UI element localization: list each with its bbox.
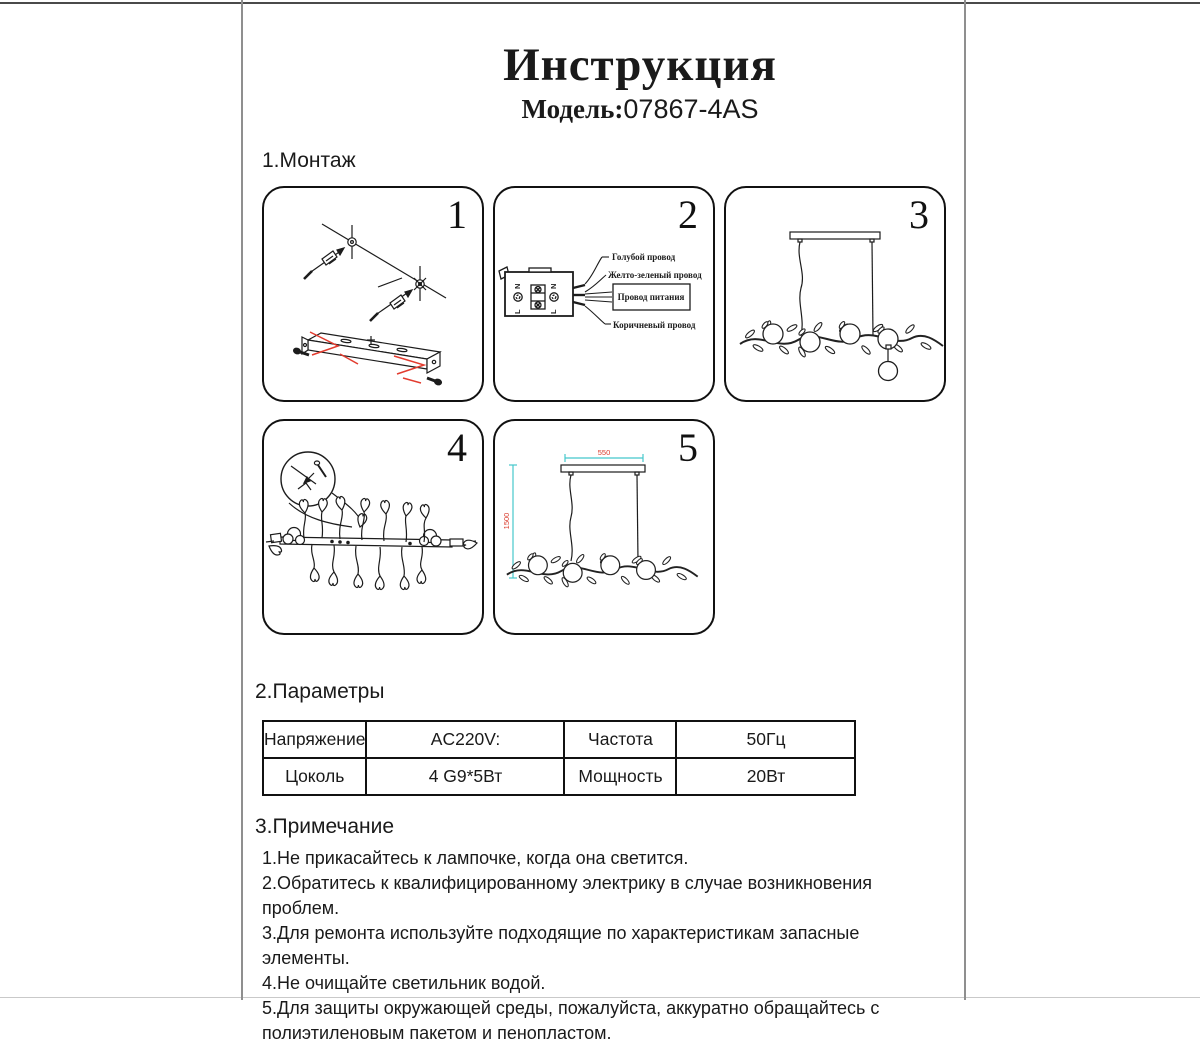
terminal-l-right: L: [549, 309, 558, 314]
power-wire-label: Провод питания: [617, 292, 685, 302]
page-edge-top: [0, 2, 1200, 4]
section-heading-montage: 1.Монтаж: [262, 149, 356, 172]
pendant-lamp-dimension-drawing: [507, 465, 698, 588]
note-item: 1.Не прикасайтесь к лампочке, когда она светится.: [262, 848, 689, 868]
width-dimension-value: 550: [597, 448, 611, 457]
step-number: 2: [678, 192, 698, 237]
section-heading-parameters: 2.Параметры: [255, 680, 385, 703]
pendant-lamp-drawing: [740, 232, 943, 381]
page-edge-right: [964, 0, 966, 1000]
param-value: AC220V:: [366, 721, 564, 758]
param-value: 4 G9*5Вт: [366, 758, 564, 795]
drop-dimension-value: 1500: [502, 512, 511, 530]
note-item: 5.Для защиты окружающей среды, пожалуйста, аккуратно обращайтесь с полиэтиленовым пакетом и пенопластом.: [262, 998, 880, 1043]
model-number: 07867-4AS: [623, 94, 759, 124]
note-item: 3.Для ремонта используйте подходящие по характеристикам запасные элементы.: [262, 923, 860, 968]
step-number: 3: [909, 192, 929, 237]
model-line: [400, 94, 880, 125]
terminal-block-drawing: [499, 267, 585, 316]
montage-step-2-panel: [493, 186, 715, 402]
param-label: Мощность: [564, 758, 676, 795]
param-label: Цоколь: [263, 758, 366, 795]
anchors-drawing: [304, 224, 446, 321]
parameters-table: [262, 720, 856, 796]
montage-step-4-panel: [262, 419, 484, 635]
step-number: 4: [447, 425, 467, 470]
page-edge-left: [241, 0, 243, 1000]
table-row: [263, 721, 855, 758]
table-row: [263, 758, 855, 795]
param-label: Напряжение: [263, 721, 366, 758]
magnifier-detail: [281, 452, 368, 528]
blue-wire-label: Голубой провод: [612, 252, 676, 262]
notes-list: [262, 846, 952, 1046]
param-label: Частота: [564, 721, 676, 758]
param-value: 20Вт: [676, 758, 855, 795]
brown-wire-label: Коричневый провод: [613, 320, 696, 330]
note-item: 4.Не очищайте светильник водой.: [262, 973, 546, 993]
step-number: 5: [678, 425, 698, 470]
page-title: Инструкция: [503, 39, 777, 91]
terminal-n-left: N: [513, 283, 522, 289]
model-label: Модель:: [521, 94, 624, 124]
terminal-l-left: L: [513, 309, 522, 314]
montage-step-5-panel: [493, 419, 715, 635]
montage-step-1-panel: [262, 186, 484, 402]
param-value: 50Гц: [676, 721, 855, 758]
wire-leader-lines: [585, 257, 690, 324]
montage-step-3-panel: [724, 186, 946, 402]
yellow-green-wire-label: Желто-зеленый провод: [608, 270, 702, 280]
note-item: 2.Обратитесь к квалифицированному электрику в случае возникновения проблем.: [262, 873, 873, 918]
section-heading-notes: 3.Примечание: [255, 815, 395, 838]
step-number: 1: [447, 192, 467, 237]
terminal-n-right: N: [549, 283, 558, 289]
